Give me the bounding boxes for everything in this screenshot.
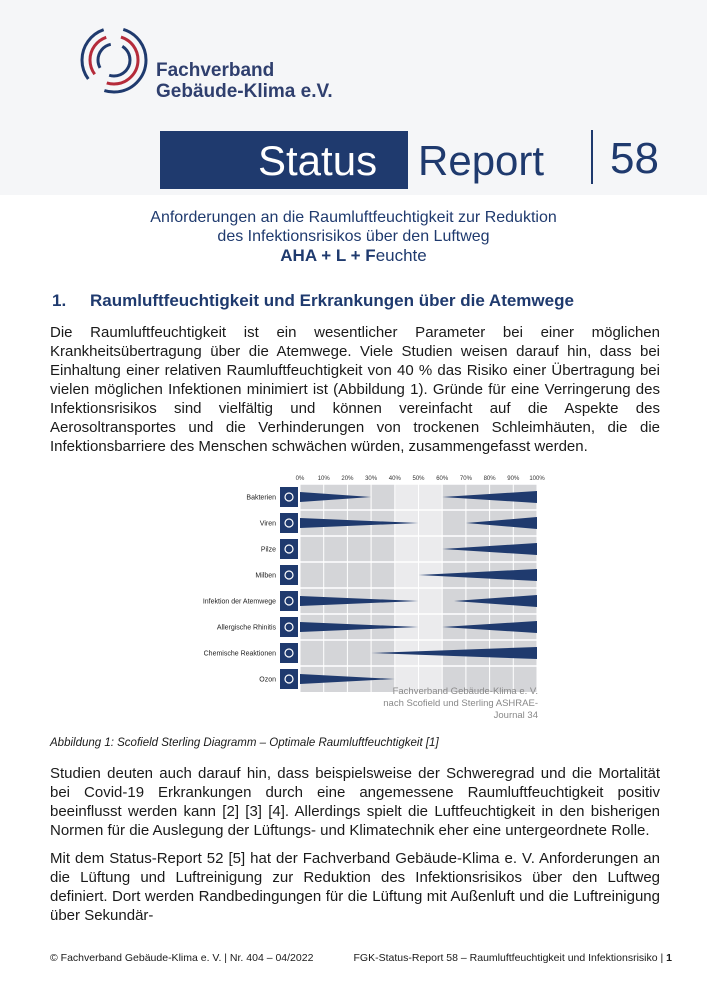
paragraph-3: Mit dem Status-Report 52 [5] hat der Fachverband Gebäude-Klima e. V. Anforderungen an die Lüftung und Luftreinigung zur Reduktion des Infektionsrisikos über den Luftweg definiert. Dort werden Randbedingungen für die Lüftung mit Außenluft und die Luftreinigung über Sekundär- bbox=[50, 850, 660, 924]
row-label: Ozon bbox=[259, 676, 276, 684]
tick-label: 30% bbox=[365, 476, 378, 482]
mites-icon bbox=[280, 565, 298, 585]
title-tagline: AHA + L + Feuchte bbox=[280, 246, 427, 265]
row-label: Viren bbox=[259, 520, 276, 528]
figure-caption: Abbildung 1: Scofield Sterling Diagramm – Optimale Raumluftfeuchtigkeit [1] bbox=[50, 737, 439, 749]
org-line-2: Gebäude-Klima e.V. bbox=[156, 81, 333, 102]
row-label: Bakterien bbox=[246, 494, 276, 502]
tick-label: 100% bbox=[529, 476, 545, 482]
title-line-2: des Infektionsrisikos über den Luftweg bbox=[217, 228, 490, 245]
status-word: Status bbox=[258, 137, 378, 184]
tick-label: 10% bbox=[317, 476, 330, 482]
ozone-icon bbox=[280, 669, 298, 689]
bacteria-icon bbox=[280, 487, 298, 507]
report-word: Report bbox=[418, 137, 545, 184]
tick-label: 40% bbox=[388, 476, 401, 482]
section-title: Raumluftfeuchtigkeit und Erkrankungen über die Atemwege bbox=[90, 291, 574, 310]
chemical-icon bbox=[280, 643, 298, 663]
row-label: Infektion der Atemwege bbox=[202, 598, 276, 606]
footer-copyright: © Fachverband Gebäude-Klima e. V. | Nr. 404 – 04/2022 bbox=[50, 952, 314, 964]
section-number: 1. bbox=[52, 291, 67, 310]
section-heading bbox=[52, 291, 574, 311]
nose-icon bbox=[280, 617, 298, 637]
row-label: Allergische Rhinitis bbox=[216, 624, 276, 632]
row-label: Pilze bbox=[260, 546, 276, 554]
paragraph-2: Studien deuten auch darauf hin, dass beispielsweise der Schweregrad und die Mortalität bei Covid-19 Erkrankungen durch eine angemessene Raumluftfeuchtigkeit positiv beeinflusst werden kann [2] [3] [4]. Allerdings spielt die Luftfeuchtigkeit in den bisherigen Normen für die Auslegung der Lüftungs- und Klimatechnik eher eine untergeordnete Rolle. bbox=[50, 765, 660, 839]
paragraph-1: Die Raumluftfeuchtigkeit ist ein wesentlicher Parameter bei einer möglichen Krankheitsübertragung über die Atemwege. Viele Studien weisen darauf hin, dass bei Einhaltung einer relativen Raumluftfeuchtigkeit von 40 % das Risiko einer Übertragung bei vielen möglichen Infektionen minimiert ist (Abbildung 1). Gründe für eine Verringerung des Infektionsrisikos sind vielfältig und können vereinfacht auf die Aspekte des Aerosoltransportes und die Verhinderungen von trockenen Schleimhäuten, die die Infektionsbarriere des Menschen schwächen würden, zusammengefasst werden. bbox=[50, 324, 660, 455]
logo-icon bbox=[78, 24, 150, 96]
row-label: Milben bbox=[255, 572, 276, 580]
page-number: 1 bbox=[666, 952, 672, 964]
tick-label: 90% bbox=[507, 476, 520, 482]
tick-label: 80% bbox=[483, 476, 496, 482]
tick-label: 0% bbox=[295, 476, 305, 482]
fungi-icon bbox=[280, 539, 298, 559]
footer-report-title: FGK-Status-Report 58 – Raumluftfeuchtigkeit und Infektionsrisiko | bbox=[353, 952, 664, 964]
issue-number: 58 bbox=[610, 134, 659, 183]
credit-line-2: nach Scofield und Sterling ASHRAE-Journal 34 bbox=[383, 698, 538, 721]
figure-credit bbox=[370, 686, 538, 722]
lungs-icon bbox=[280, 591, 298, 611]
document-title bbox=[0, 208, 707, 265]
org-line-1: Fachverband bbox=[156, 60, 275, 81]
credit-line-1: Fachverband Gebäude-Klima e. V. bbox=[392, 686, 538, 697]
organization-name bbox=[156, 60, 333, 102]
virus-icon bbox=[280, 513, 298, 533]
tick-label: 50% bbox=[412, 476, 425, 482]
header-divider bbox=[591, 130, 593, 184]
tick-label: 70% bbox=[459, 476, 472, 482]
row-label: Chemische Reaktionen bbox=[203, 650, 276, 658]
scofield-sterling-diagram bbox=[202, 470, 552, 715]
title-line-1: Anforderungen an die Raumluftfeuchtigkeit zur Reduktion bbox=[150, 209, 557, 226]
footer-title bbox=[322, 952, 672, 964]
tick-label: 60% bbox=[436, 476, 449, 482]
tick-label: 20% bbox=[341, 476, 354, 482]
